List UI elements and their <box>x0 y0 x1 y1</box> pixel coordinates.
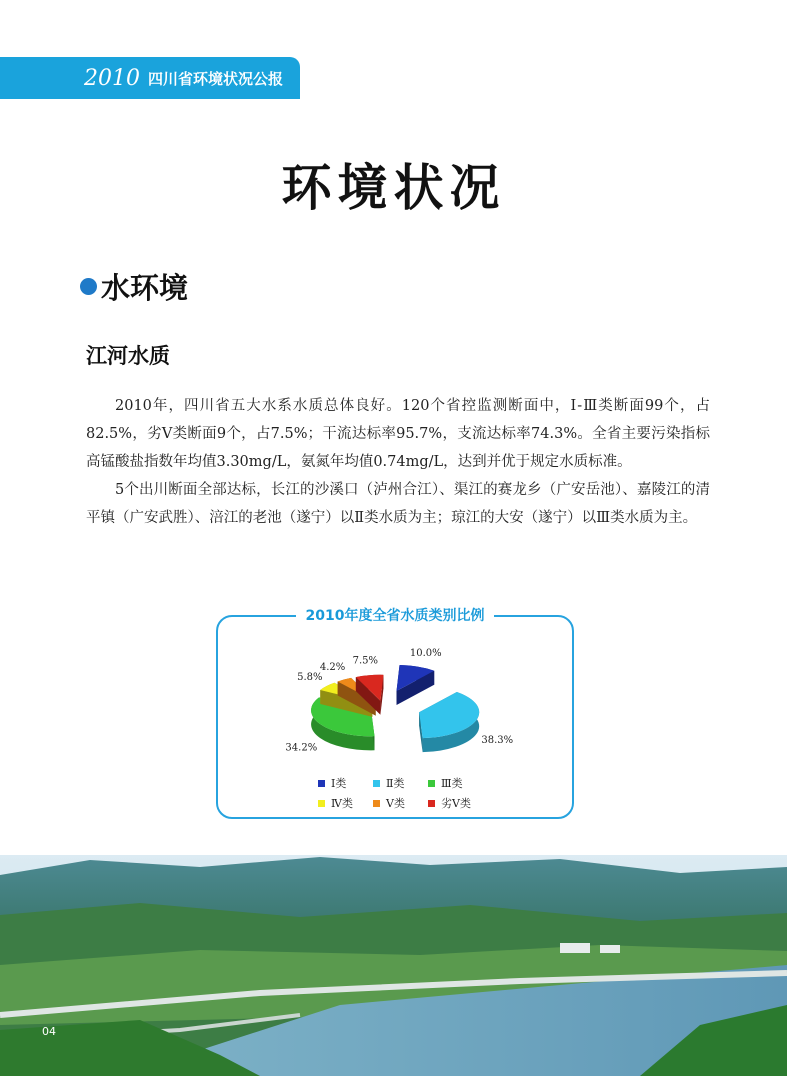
page-number: 04 <box>42 1025 56 1038</box>
chart-legend <box>318 775 558 811</box>
legend-item-6 <box>428 795 488 811</box>
subsection-title: 江河水质 <box>86 344 170 368</box>
legend-swatch <box>373 780 380 787</box>
legend-swatch <box>428 800 435 807</box>
header-bar <box>0 57 300 99</box>
legend-swatch <box>373 800 380 807</box>
pie-slice-1 <box>397 665 435 705</box>
body-text <box>86 392 710 532</box>
pie-label-5: 4.2% <box>319 661 346 673</box>
legend-item-4 <box>318 795 373 811</box>
pie-slice-2 <box>419 692 479 752</box>
pie-label-3: 34.2% <box>285 742 318 754</box>
legend-item-3 <box>428 775 488 791</box>
pie-label-4: 5.8% <box>297 671 323 683</box>
chart-title: 2010年度全省水质类别比例 <box>296 608 495 624</box>
header-year: 2010 <box>84 65 140 91</box>
pie-label-2: 38.3% <box>481 735 514 747</box>
legend-item-2 <box>373 775 428 791</box>
section-heading <box>80 266 188 307</box>
legend-label: Ⅴ类 <box>386 797 405 810</box>
paragraph-1: 2010年，四川省五大水系水质总体良好。120个省控监测断面中，Ⅰ-Ⅲ类断面99个，占82.5%，劣Ⅴ类断面9个，占7.5%；干流达标率95.7%，支流达标率74.3%。全省主要污染指标高锰酸盐指数年均值3.30mg/L，氨氮年均值0.74mg/L，达到并优于规定水质标准。 <box>86 398 710 470</box>
legend-swatch <box>318 800 325 807</box>
legend-label: Ⅲ类 <box>441 777 463 790</box>
legend-item-1 <box>318 775 373 791</box>
legend-label: Ⅳ类 <box>331 797 353 810</box>
header-title: 四川省环境状况公报 <box>148 69 284 88</box>
page-title: 环境状况 <box>281 159 506 217</box>
legend-label: Ⅰ类 <box>331 777 347 790</box>
chart-box <box>216 608 574 819</box>
paragraph-2: 5个出川断面全部达标，长江的沙溪口（泸州合江）、渠江的赛龙乡（广安岳池）、嘉陵江的清平镇（广安武胜）、涪江的老池（遂宁）以Ⅱ类水质为主；琼江的大安（遂宁）以Ⅲ类水质为主。 <box>86 482 710 526</box>
legend-label: 劣Ⅴ类 <box>441 797 471 810</box>
legend-swatch <box>428 780 435 787</box>
section-title: 水环境 <box>101 271 189 305</box>
legend-swatch <box>318 780 325 787</box>
landscape-photo <box>0 855 787 1076</box>
bullet-icon <box>80 278 97 295</box>
pie-label-6: 7.5% <box>352 655 378 667</box>
pie-label-1: 10.0% <box>409 647 442 659</box>
legend-item-5 <box>373 795 428 811</box>
legend-label: Ⅱ类 <box>386 777 405 790</box>
